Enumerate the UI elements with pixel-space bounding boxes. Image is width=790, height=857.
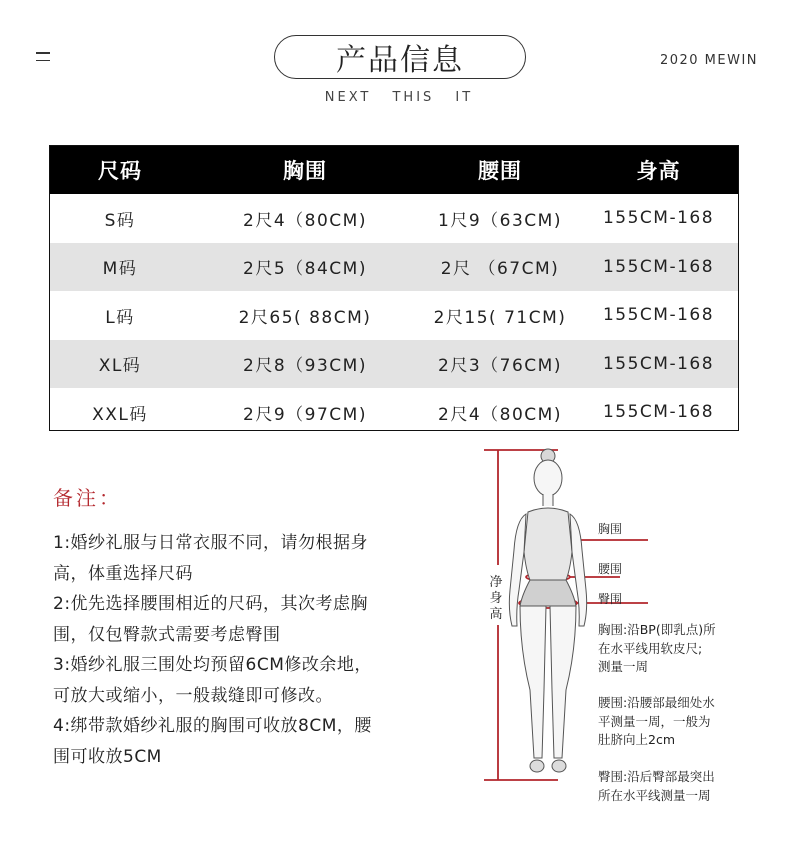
cell-chest: 2尺4（80CM) [243, 210, 367, 231]
brand-label: 2020 MEWIN [659, 53, 758, 68]
note-line: 围，仅包臀款式需要考虑臀围 [53, 624, 281, 645]
description-line: 肚脐向上2cm [598, 732, 676, 747]
column-header-waist: 腰围 [478, 159, 522, 183]
note-line: 3:婚纱礼服三围处均预留6CM修改余地， [53, 655, 372, 675]
cell-waist: 2尺4（80CM) [438, 404, 562, 425]
waist-description [598, 694, 758, 750]
cell-waist: 2尺3（76CM) [438, 356, 562, 377]
note-line: 可放大或缩小，一般裁缝即可修改。 [53, 685, 333, 706]
cell-waist: 2尺15( 71CM) [433, 307, 567, 328]
cell-height: 155CM-168 [602, 353, 715, 374]
hip-label: 臀围 [598, 592, 623, 606]
description-line: 测量一周 [598, 659, 649, 674]
cell-size: L码 [105, 307, 135, 328]
note-line: 围可收放5CM [53, 746, 162, 767]
table-header-row [50, 146, 738, 194]
note-line: 1:婚纱礼服与日常衣服不同，请勿根据身 [53, 533, 369, 553]
chest-description [598, 621, 758, 677]
cell-waist: 1尺9（63CM) [438, 210, 562, 231]
page-title: 产品信息 [274, 35, 526, 79]
description-line: 在水平线用软皮尺; [598, 640, 703, 656]
cell-chest: 2尺5（84CM) [243, 259, 367, 280]
note-line: 4:绑带款婚纱礼服的胸围可收放8CM，腰 [53, 716, 372, 736]
table-row [50, 194, 738, 243]
hip-description [598, 768, 758, 805]
cell-chest: 2尺8（93CM) [243, 356, 367, 377]
table-row [50, 388, 738, 437]
cell-height: 155CM-168 [602, 305, 715, 326]
cell-height: 155CM-168 [602, 402, 715, 423]
cell-height: 155CM-168 [602, 256, 715, 277]
note-line: 2:优先选择腰围相近的尺码，其次考虑胸 [53, 594, 369, 614]
chest-label: 胸围 [598, 522, 623, 536]
description-line: 臀围:沿后臀部最突出 [598, 769, 715, 784]
size-table [49, 145, 739, 431]
height-label: 净身高 [489, 575, 503, 622]
table-row [50, 243, 738, 292]
cell-size: M码 [102, 259, 138, 280]
table-row [50, 340, 738, 389]
column-header-height: 身高 [636, 159, 681, 183]
description-line: 平测量一周，一般为 [598, 713, 711, 729]
cell-size: XL码 [98, 356, 142, 377]
cell-chest: 2尺9（97CM) [243, 404, 367, 425]
cell-height: 155CM-168 [602, 208, 715, 229]
cell-waist: 2尺 （67CM) [440, 259, 560, 280]
description-line: 胸围:沿BP(即乳点)所 [598, 622, 716, 637]
cell-size: XXL码 [92, 404, 148, 425]
cell-chest: 2尺65( 88CM) [238, 307, 372, 328]
cell-size: S码 [104, 210, 136, 231]
column-header-size: 尺码 [98, 159, 142, 183]
note-line: 高，体重选择尺码 [53, 563, 193, 584]
figure-silhouette [509, 449, 586, 772]
column-header-chest: 胸围 [283, 159, 327, 183]
page-subtitle: NEXT THIS IT [324, 90, 474, 105]
notes-title: 备注： [53, 486, 122, 510]
menu-icon[interactable] [36, 52, 50, 66]
waist-label: 腰围 [598, 562, 623, 576]
notes-list [53, 528, 433, 772]
description-line: 腰围:沿腰部最细处水 [598, 695, 715, 710]
table-row [50, 291, 738, 340]
description-line: 所在水平线测量一周 [598, 787, 711, 803]
